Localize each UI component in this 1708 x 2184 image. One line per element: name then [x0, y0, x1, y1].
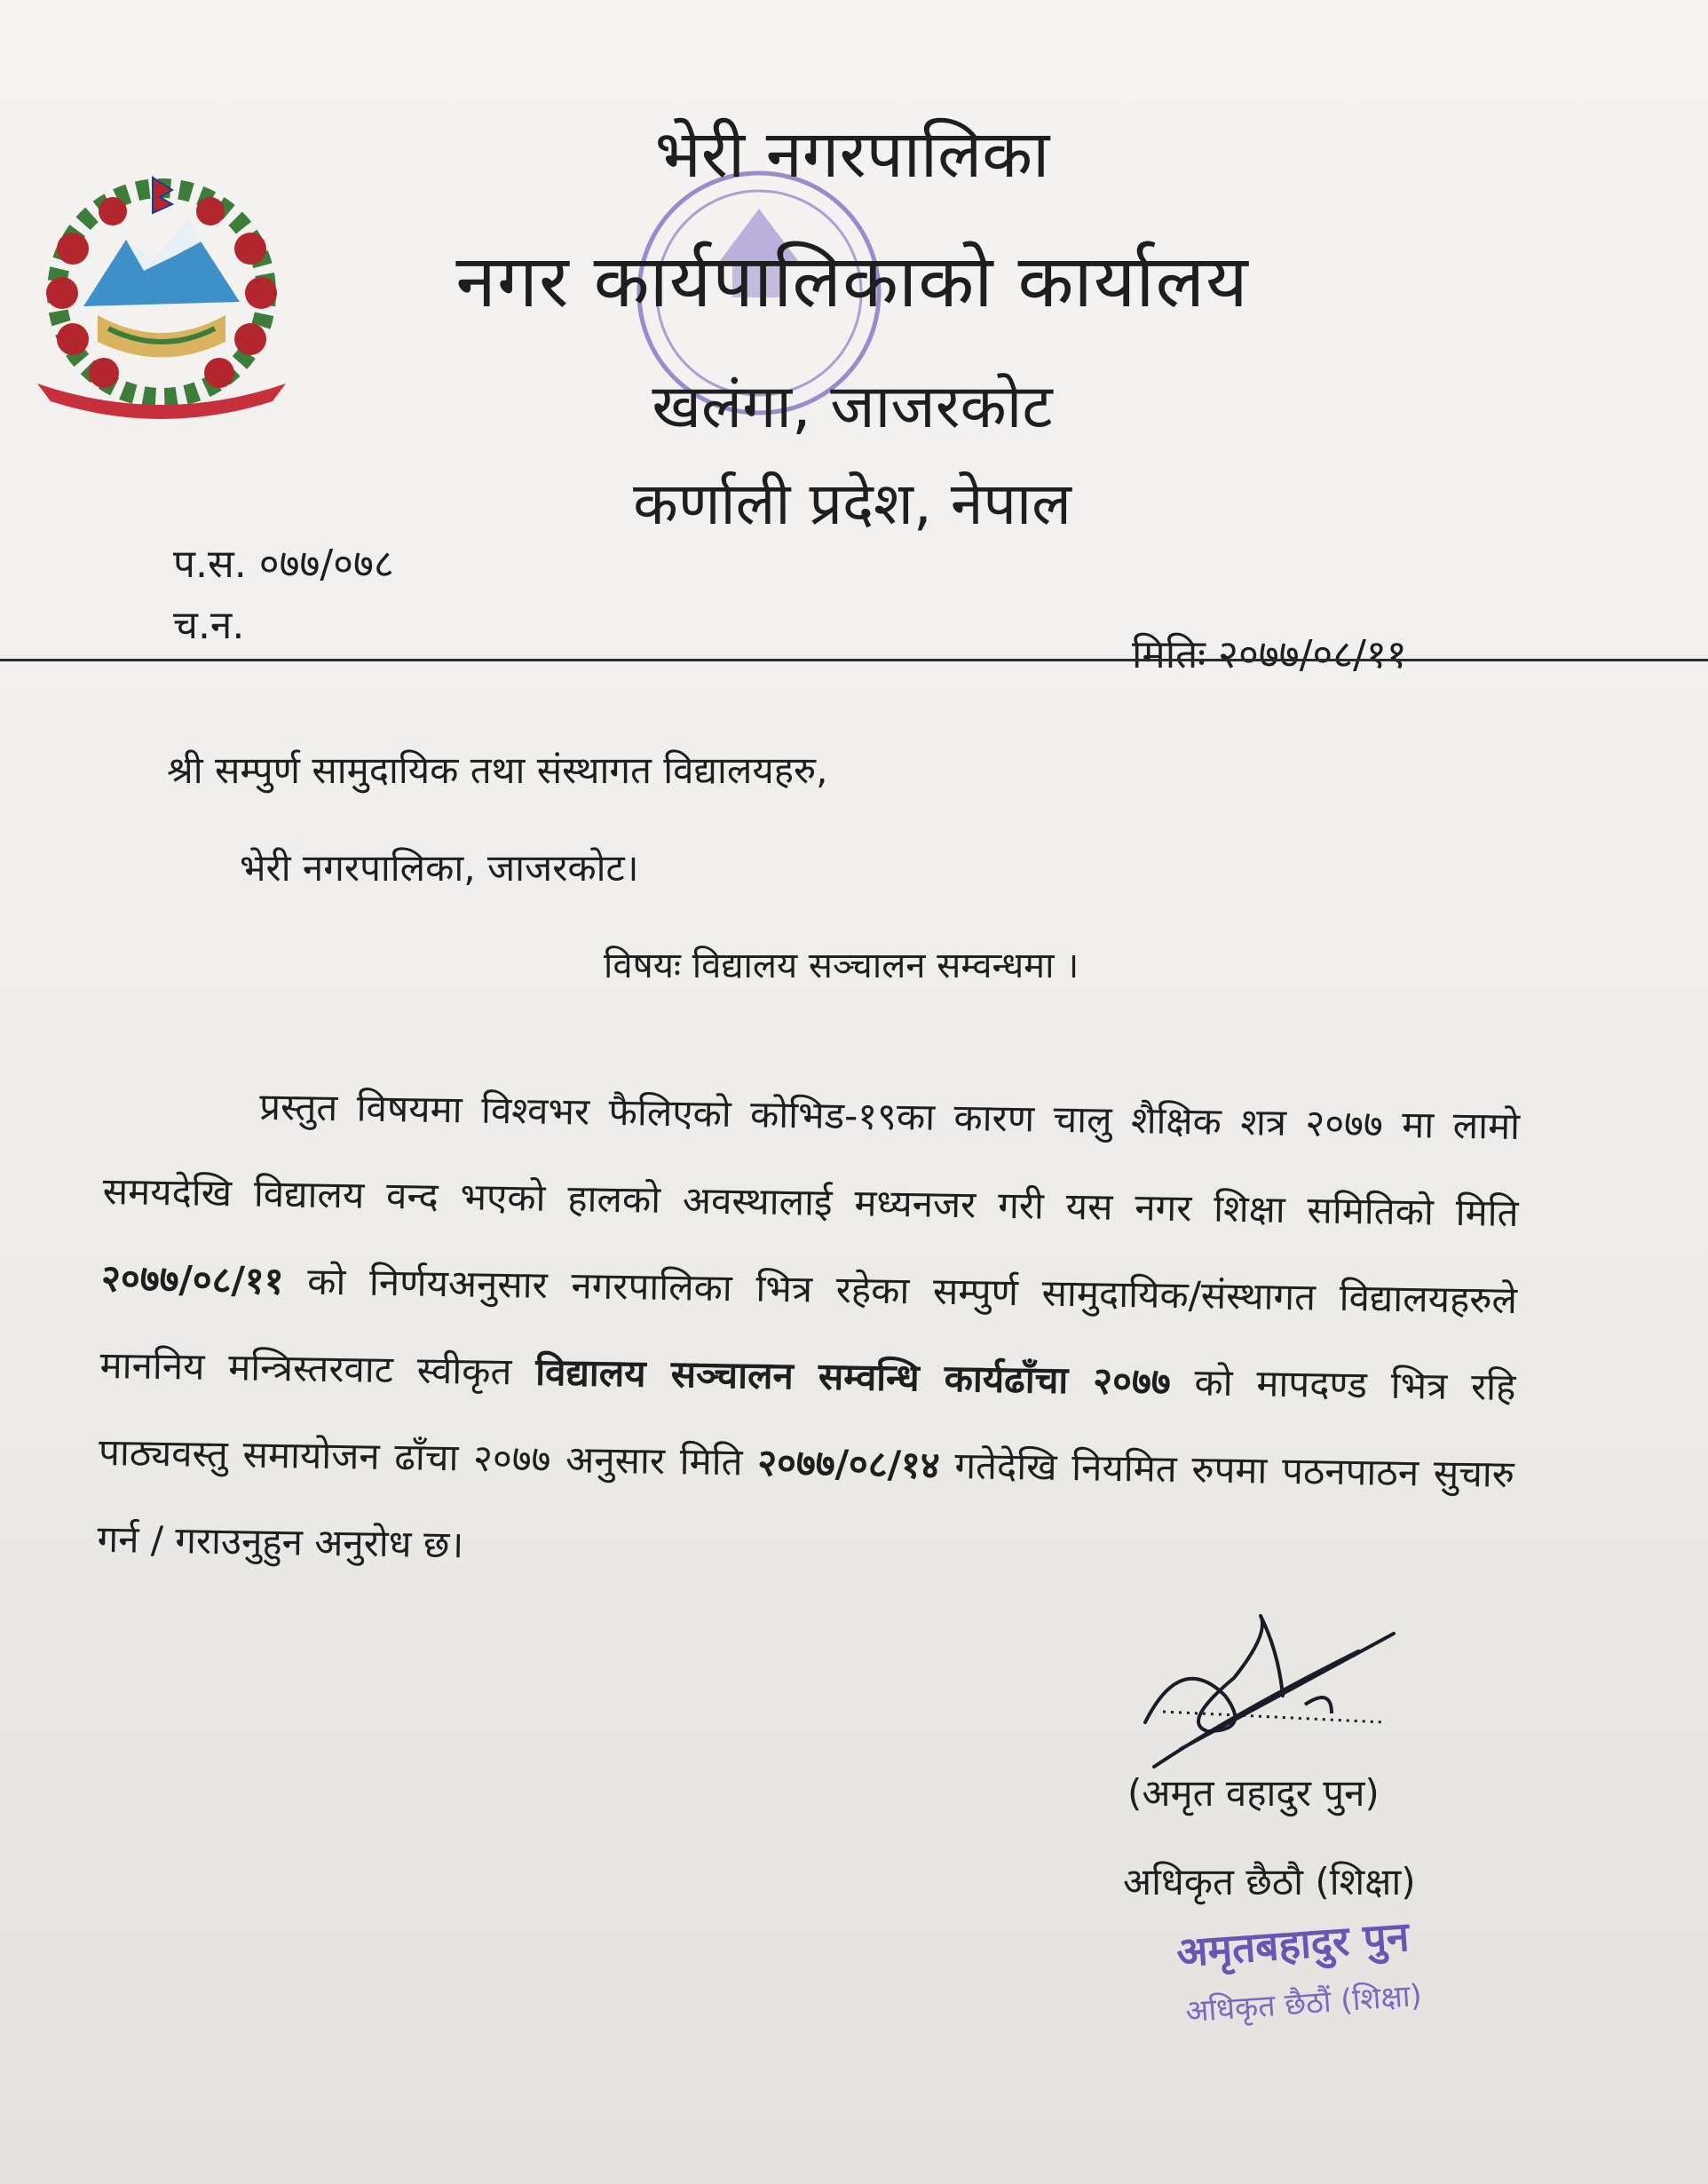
- nepal-emblem-icon: [20, 151, 304, 435]
- body-part-2: को निर्णयअनुसार नगरपालिका भित्र रहेका सम्पुर्ण सामुदायिक/संस्थागत विद्यालयहरुले माननिय मन्त्रिस्तरवाट स्वीकृत: [99, 1259, 1518, 1394]
- signatory-title: अधिकृत छैठौ (शिक्षा): [1123, 1860, 1416, 1903]
- office-name: नगर कार्यपालिकाको कार्यालय: [455, 240, 1249, 324]
- office-location: खलंगा, जाजरकोट: [652, 372, 1053, 442]
- signatory-stamp-title: अधिकृत छैठौं (शिक्षा): [1184, 1977, 1424, 2030]
- province-country: कर्णाली प्रदेश, नेपाल: [633, 470, 1071, 538]
- letter-date: मितिः २०७७/०८/११: [1132, 632, 1407, 677]
- addressee-line-2: भेरी नगरपालिका, जाजरकोट।: [240, 846, 639, 890]
- signatory-stamp-name: अमृतबहादुर पुन: [1174, 1911, 1411, 1977]
- dispatch-number: च.न.: [173, 603, 245, 648]
- handwritten-signature: [1127, 1598, 1465, 1776]
- decision-date: २०७७/०८/११: [100, 1255, 284, 1303]
- framework-name: विद्यालय सञ्चालन सम्वन्धि कार्यढाँचा २०७७: [534, 1349, 1172, 1404]
- addressee-line-1: श्री सम्पुर्ण सामुदायिक तथा संस्थागत विद्यालयहरु,: [167, 748, 828, 792]
- body-part-4: गतेदेखि नियमित रुपमा पठनपाठन सुचारु गर्न / गराउनुहुन अनुरोध छ।: [97, 1444, 1515, 1567]
- letterhead: [0, 0, 1708, 677]
- municipality-name: भेरी नगरपालिका: [654, 116, 1050, 193]
- header-divider: [0, 659, 1708, 661]
- letter-body: [97, 1061, 1521, 1605]
- subject-line: विषयः विद्यालय सञ्चालन सम्वन्धमा ।: [604, 946, 1079, 986]
- body-part-1: प्रस्तुत विषयमा विश्वभर फैलिएको कोभिड-१९का कारण चालु शैक्षिक शत्र २०७७ मा लामो समयदेखि विद्यालय वन्द भएको हालको अवस्थालाई मध्यनजर गरी यस नगर शिक्षा समितिको मिति: [102, 1084, 1521, 1236]
- start-date: २०७७/०८/१४: [756, 1440, 941, 1487]
- body-part-3: को मापदण्ड भित्र रहि पाठ्यवस्तु समायोजन ढाँचा २०७७ अनुसार मिति: [98, 1360, 1516, 1484]
- reference-number: प.स. ०७७/०७८: [173, 542, 394, 587]
- signatory-name: (अमृत वहादुर पुन): [1127, 1771, 1380, 1815]
